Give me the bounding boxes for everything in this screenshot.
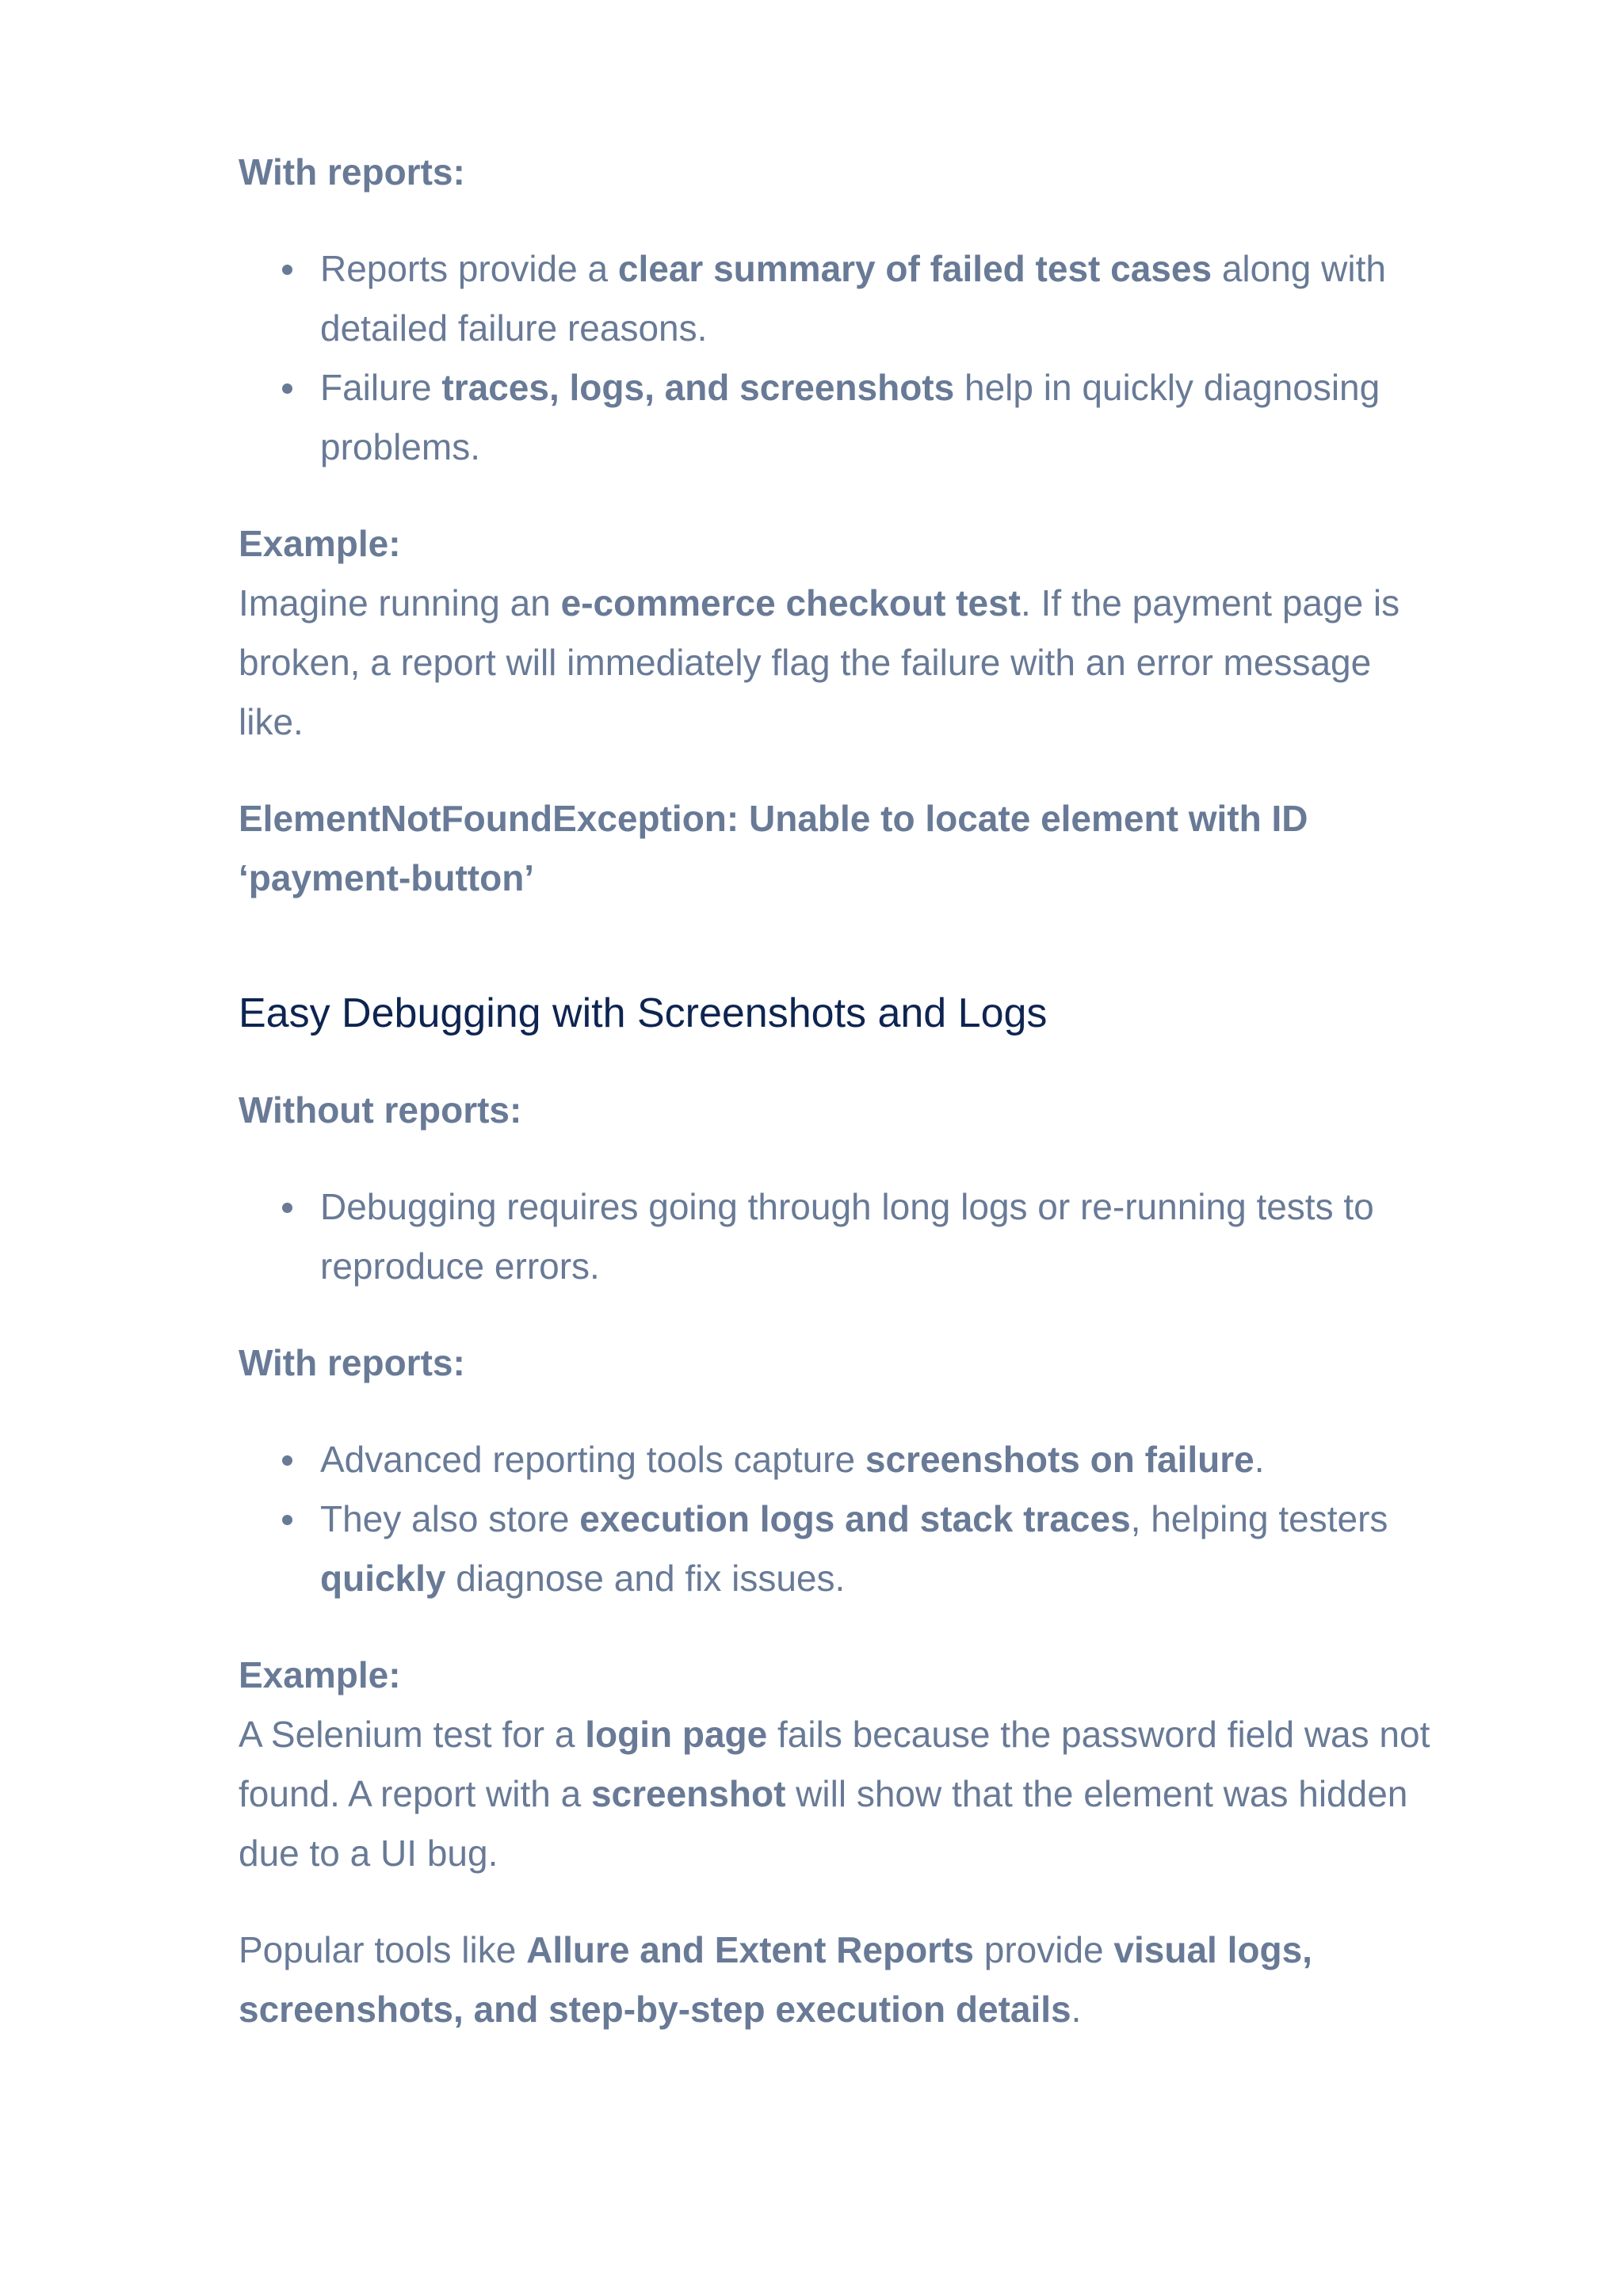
text-run: . If the payment page is broken, a report will immediately flag the failure with an error message like. bbox=[239, 582, 1400, 742]
text-run: They also store bbox=[320, 1498, 580, 1539]
spacer bbox=[239, 1140, 1443, 1177]
spacer bbox=[239, 1883, 1443, 1920]
bold-text: screenshot bbox=[590, 1773, 786, 1814]
bold-text: e-commerce checkout test bbox=[560, 582, 1021, 624]
text-run: diagnose and fix issues. bbox=[445, 1558, 846, 1599]
spacer bbox=[239, 1296, 1443, 1333]
bold-text: visual logs, screenshots, and step-by-step execution details bbox=[239, 1929, 1312, 2030]
bold-text: login page bbox=[585, 1714, 768, 1755]
text-run: along with detailed failure reasons. bbox=[320, 248, 1386, 349]
bullet-item bbox=[320, 1489, 1443, 1608]
text-run: will show that the element was hidden due to a UI bug. bbox=[239, 1773, 1408, 1874]
text-run: A Selenium test for a bbox=[239, 1714, 586, 1755]
bold-text: Allure and Extent Reports bbox=[526, 1929, 974, 1970]
without-reports-label: Without reports: bbox=[239, 1089, 522, 1131]
spacer bbox=[239, 752, 1443, 789]
example-label: Example: bbox=[239, 523, 401, 564]
text-run: Debugging requires going through long logs or re-running tests to reproduce errors. bbox=[320, 1186, 1374, 1287]
text-run: Reports provide a bbox=[320, 248, 618, 289]
with-reports-label: With reports: bbox=[239, 1342, 465, 1383]
text-run: provide bbox=[973, 1929, 1114, 1970]
text-run: fails because the password field was not found. A report with a bbox=[239, 1714, 1430, 1814]
bold-text: clear summary of failed test cases bbox=[617, 248, 1212, 289]
spacer bbox=[239, 1608, 1443, 1646]
bullet-item bbox=[320, 239, 1443, 358]
text-run: Imagine running an bbox=[239, 582, 561, 624]
text-run: Popular tools like bbox=[239, 1929, 527, 1970]
example-paragraph bbox=[239, 1705, 1443, 1883]
text-run: Failure bbox=[320, 367, 442, 408]
spacer bbox=[239, 202, 1443, 239]
example-label: Example: bbox=[239, 1654, 401, 1695]
spacer bbox=[239, 1043, 1443, 1081]
bullet-item bbox=[320, 1430, 1443, 1489]
bullet-item bbox=[320, 1177, 1443, 1296]
article-body bbox=[239, 0, 1443, 2039]
with-reports-list bbox=[239, 239, 1443, 477]
text-run: , helping testers bbox=[1130, 1498, 1388, 1539]
example-paragraph bbox=[239, 574, 1443, 752]
text-run: Advanced reporting tools capture bbox=[320, 1439, 865, 1480]
section-heading: Easy Debugging with Screenshots and Logs bbox=[239, 990, 1048, 1036]
bold-text: screenshots on failure bbox=[865, 1439, 1254, 1480]
spacer bbox=[239, 908, 1443, 984]
bullet-item bbox=[320, 358, 1443, 477]
bold-text: quickly bbox=[320, 1558, 446, 1599]
tools-paragraph bbox=[239, 1920, 1443, 2039]
with-reports-list bbox=[239, 1430, 1443, 1608]
text-run: . bbox=[1254, 1439, 1265, 1480]
error-message: ElementNotFoundException: Unable to locate element with ID ‘payment-button’ bbox=[239, 798, 1308, 898]
spacer bbox=[239, 477, 1443, 514]
text-run: help in quickly diagnosing problems. bbox=[320, 367, 1381, 467]
bold-text: traces, logs, and screenshots bbox=[441, 367, 955, 408]
spacer bbox=[239, 1393, 1443, 1430]
text-run: . bbox=[1071, 1989, 1082, 2030]
bold-text: execution logs and stack traces bbox=[579, 1498, 1131, 1539]
with-reports-label: With reports: bbox=[239, 151, 465, 193]
without-reports-list bbox=[239, 1177, 1443, 1296]
